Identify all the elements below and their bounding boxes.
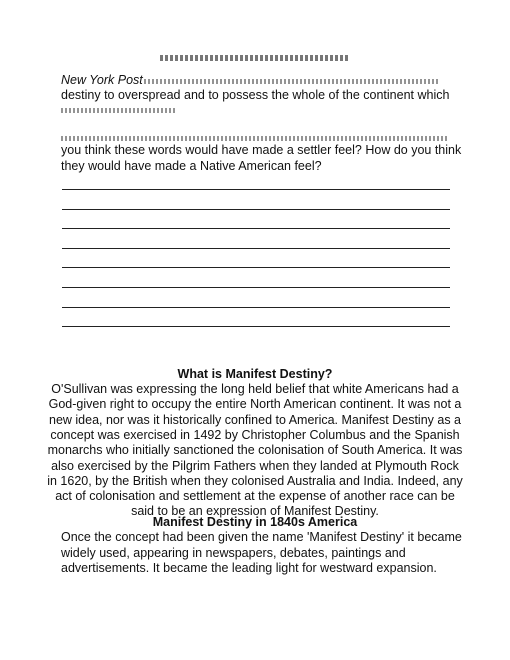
answer-line[interactable] <box>62 189 450 190</box>
faded-title <box>160 55 350 61</box>
answer-line[interactable] <box>62 326 450 327</box>
quote-source: New York Post <box>61 73 143 87</box>
faded-quote-text <box>144 79 440 84</box>
answer-line[interactable] <box>62 267 450 268</box>
question-line-2: they would have made a Native American feel? <box>61 159 322 173</box>
body-line: also exercised by the Pilgrim Fathers when they landed at Plymouth Rock <box>51 458 459 473</box>
section-heading-1840s: Manifest Destiny in 1840s America <box>152 515 358 529</box>
body-line: act of colonisation and settlement at the expense of another race can be <box>55 489 455 504</box>
body-line: new idea, nor was it historically confined to America. Manifest Destiny as a <box>49 412 461 427</box>
faded-quote-end <box>61 108 176 113</box>
answer-line[interactable] <box>62 287 450 288</box>
body-line: advertisements. It became the leading light for westward expansion. <box>61 561 437 575</box>
body-line: said to be an expression of Manifest Destiny. <box>131 504 379 519</box>
body-line: in 1620, by the British when they colonised Australia and India. Indeed, any <box>47 473 463 488</box>
body-line: Once the concept had been given the name 'Manifest Destiny' it became <box>61 530 462 544</box>
body-line: widely used, appearing in newspapers, debates, paintings and <box>61 545 406 560</box>
body-line: O'Sullivan was expressing the long held belief that white Americans had a <box>51 382 459 396</box>
answer-line[interactable] <box>62 209 450 210</box>
body-line: concept was exercised in 1492 by Christopher Columbus and the Spanish <box>50 427 460 442</box>
quote-line: destiny to overspread and to possess the whole of the continent which <box>61 88 450 102</box>
body-line: God-given right to occupy the entire North American continent. It was not a <box>48 397 462 412</box>
answer-line[interactable] <box>62 307 450 308</box>
question-line-1: you think these words would have made a settler feel? How do you think <box>61 143 462 157</box>
body-line: monarchs who initially sanctioned the colonisation of South America. It was <box>47 443 463 458</box>
faded-question-start <box>61 136 447 141</box>
section-heading-what: What is Manifest Destiny? <box>177 367 333 381</box>
answer-line[interactable] <box>62 228 450 229</box>
answer-line[interactable] <box>62 248 450 249</box>
